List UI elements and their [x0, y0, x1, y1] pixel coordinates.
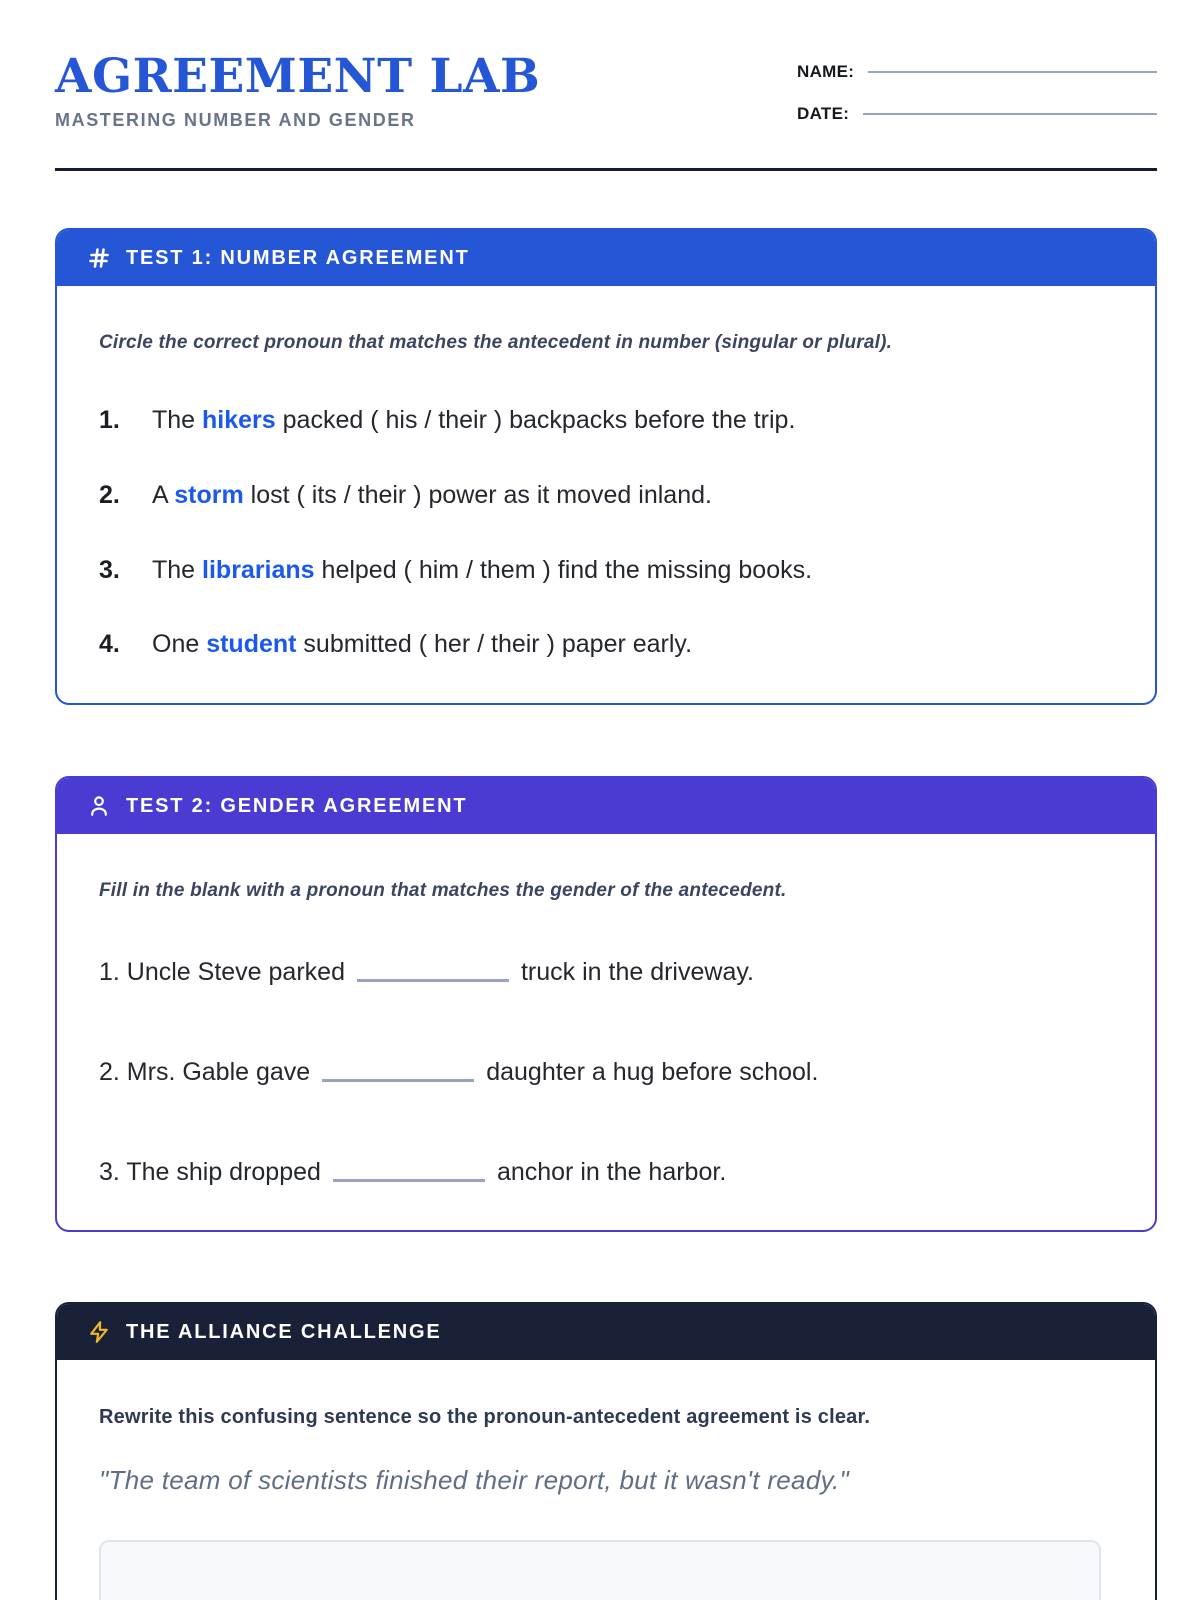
list-item: [99, 958, 1113, 987]
test1-instruction: Circle the correct pronoun that matches the antecedent in number (singular or plural).: [99, 332, 893, 353]
list-item[interactable]: [99, 556, 1113, 585]
antecedent-word: storm: [174, 480, 244, 509]
antecedent-word: hikers: [202, 406, 276, 434]
test1-body: [57, 286, 1155, 703]
fill-in-blank[interactable]: [322, 1077, 474, 1082]
test1-header: [57, 230, 1155, 286]
challenge-header: [57, 1304, 1155, 1360]
sentence-end: anchor in the harbor.: [496, 1157, 727, 1186]
fill-in-blank[interactable]: [333, 1177, 485, 1182]
sentence-start: 1. Uncle Steve parked: [99, 958, 345, 986]
page-title: AGREEMENT LAB: [55, 49, 541, 104]
antecedent-word: librarians: [202, 555, 315, 584]
item-number: 3.: [99, 555, 120, 584]
challenge-prompt: Rewrite this confusing sentence so the pronoun-antecedent agreement is clear.: [99, 1406, 871, 1429]
antecedent-word: student: [206, 630, 297, 659]
name-label: NAME:: [797, 62, 855, 81]
item-sentence: The librarians helped ( him / them ) find the missing books.: [152, 555, 813, 584]
header-divider: [55, 168, 1157, 171]
lightning-icon: [87, 1320, 111, 1344]
hash-icon: [87, 246, 111, 270]
page-subtitle: MASTERING NUMBER AND GENDER: [55, 110, 416, 131]
test1-list: [99, 406, 1113, 659]
page-header: [55, 49, 1157, 146]
item-number: 4.: [99, 630, 120, 659]
test2-title: TEST 2: GENDER AGREEMENT: [126, 794, 468, 817]
answer-writing-area[interactable]: [99, 1540, 1101, 1600]
test2-instruction: Fill in the blank with a pronoun that matches the gender of the antecedent.: [99, 880, 787, 901]
test2-header: [57, 778, 1155, 834]
test2-list: [99, 958, 1113, 1186]
item-sentence: A storm lost ( its / their ) power as it moved inland.: [152, 480, 712, 509]
test2-body: [57, 834, 1155, 1230]
item-number: 1.: [99, 406, 120, 434]
list-item[interactable]: [99, 630, 1113, 659]
list-item: [99, 1158, 1113, 1187]
name-row: [797, 62, 1157, 82]
challenge-card: [55, 1302, 1157, 1600]
item-sentence: The hikers packed ( his / their ) backpacks before the trip.: [152, 406, 796, 434]
test1-title: TEST 1: NUMBER AGREEMENT: [126, 246, 470, 269]
name-date-block: [797, 62, 1157, 146]
sentence-start: 3. The ship dropped: [99, 1157, 321, 1186]
list-item[interactable]: [99, 481, 1113, 510]
sentence-end: daughter a hug before school.: [486, 1057, 819, 1086]
list-item: [99, 1058, 1113, 1087]
date-label: DATE:: [797, 104, 850, 123]
title-block: [55, 49, 541, 131]
list-item[interactable]: [99, 406, 1113, 435]
item-number: 2.: [99, 480, 120, 509]
item-sentence: One student submitted ( her / their ) paper early.: [152, 630, 693, 659]
challenge-title: THE ALLIANCE CHALLENGE: [126, 1320, 442, 1343]
challenge-body: [57, 1360, 1155, 1600]
date-input-line[interactable]: [863, 113, 1157, 115]
person-icon: [87, 794, 111, 818]
challenge-quote: "The team of scientists finished their report, but it wasn't ready.": [99, 1465, 849, 1496]
date-row: [797, 104, 1157, 124]
fill-in-blank[interactable]: [357, 977, 509, 982]
sentence-end: truck in the driveway.: [520, 958, 754, 986]
sentence-start: 2. Mrs. Gable gave: [99, 1057, 311, 1086]
test2-card: [55, 776, 1157, 1232]
test1-card: [55, 228, 1157, 705]
name-input-line[interactable]: [868, 71, 1157, 73]
